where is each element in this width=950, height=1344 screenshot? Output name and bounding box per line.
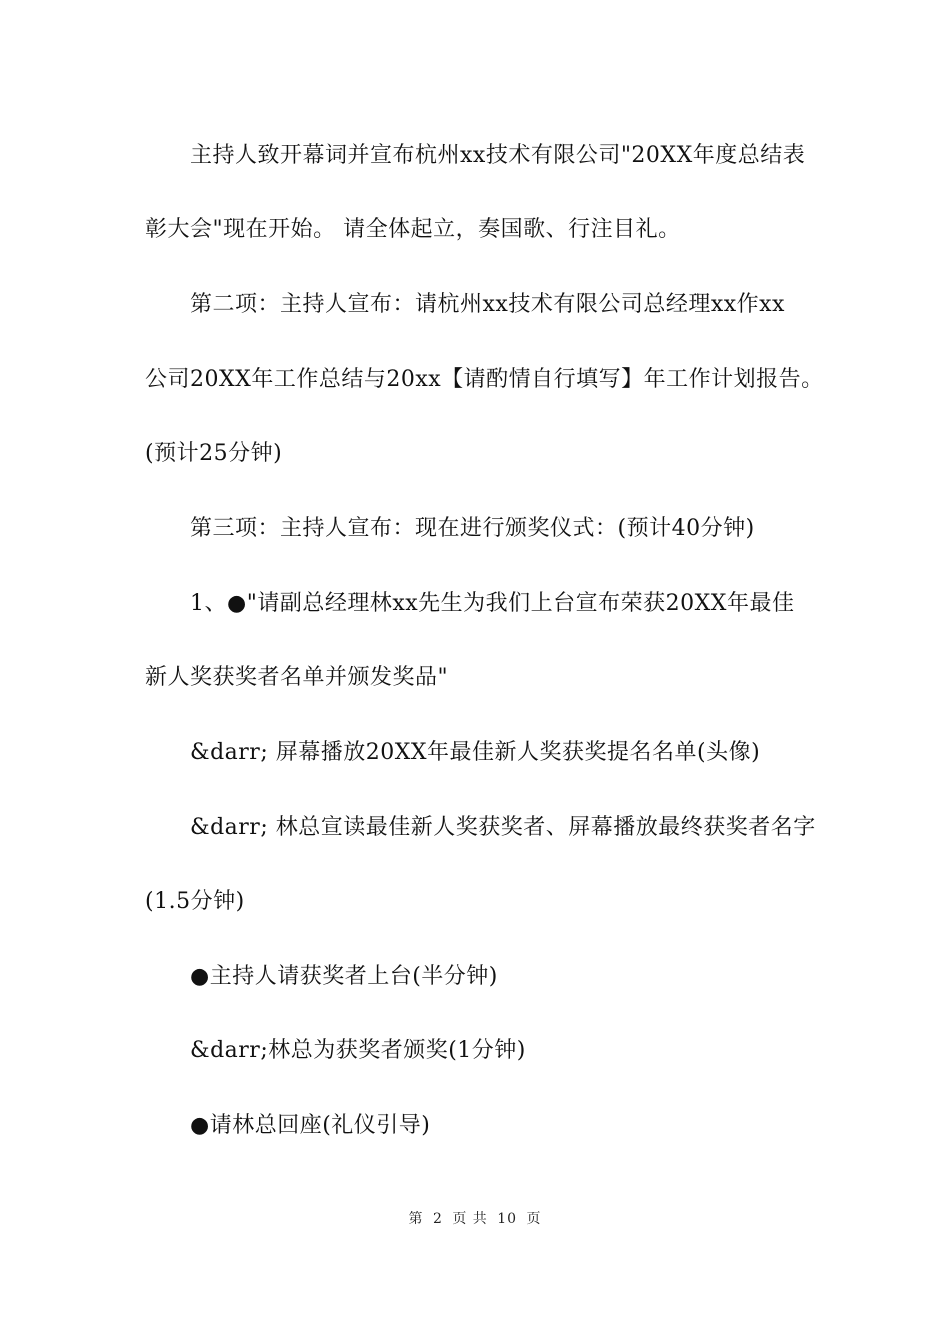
- paragraph-line: 新人奖获奖者名单并颁发奖品": [145, 665, 449, 690]
- paragraph-line: 1、●"请副总经理林xx先生为我们上台宣布荣获20XX年最佳: [190, 591, 795, 616]
- paragraph-line: &darr;林总为获奖者颁奖(1分钟): [190, 1038, 526, 1063]
- page-footer: [0, 1210, 950, 1228]
- paragraph-line: ●主持人请获奖者上台(半分钟): [190, 964, 498, 989]
- paragraph-line: 第三项：主持人宣布：现在进行颁奖仪式：(预计40分钟): [190, 516, 755, 541]
- footer-total-pages: 10: [497, 1211, 518, 1227]
- paragraph-line: &darr; 屏幕播放20XX年最佳新人奖获奖提名名单(头像): [190, 740, 761, 765]
- paragraph-line: ●请林总回座(礼仪引导): [190, 1113, 431, 1138]
- paragraph-line: 彰大会"现在开始。 请全体起立，奏国歌、行注目礼。: [145, 217, 681, 242]
- paragraph-line: 主持人致开幕词并宣布杭州xx技术有限公司"20XX年度总结表: [190, 143, 806, 168]
- footer-suffix: 页: [526, 1211, 542, 1227]
- paragraph-line: 第二项：主持人宣布：请杭州xx技术有限公司总经理xx作xx: [190, 292, 785, 317]
- paragraph-line: 公司20XX年工作总结与20xx【请酌情自行填写】年工作计划报告。: [145, 367, 824, 392]
- footer-prefix: 第: [408, 1211, 424, 1227]
- footer-middle: 页 共: [452, 1211, 488, 1227]
- paragraph-line: &darr; 林总宣读最佳新人奖获奖者、屏幕播放最终获奖者名字: [190, 815, 816, 840]
- paragraph-line: (1.5分钟): [145, 889, 245, 914]
- footer-page-number: 2: [432, 1211, 443, 1227]
- paragraph-line: (预计25分钟): [145, 441, 283, 466]
